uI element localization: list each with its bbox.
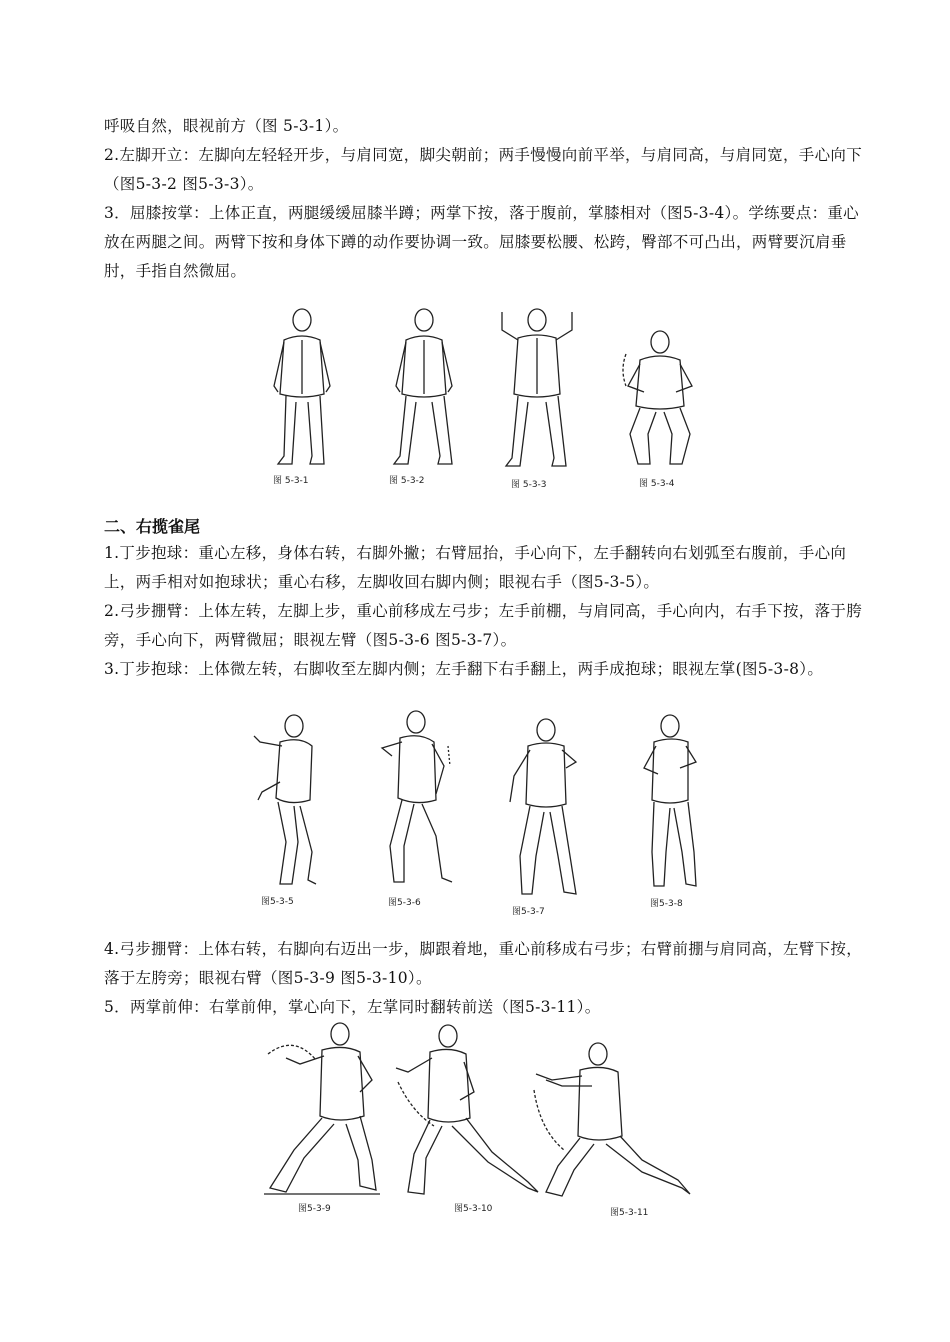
figure-5-3-7: [500, 716, 590, 901]
ball-hold-figure-illustration: [630, 712, 710, 892]
figure-caption: 图 5-3-2: [389, 476, 425, 486]
figure-5-3-6: [372, 706, 462, 891]
palms-forward-illustration: [522, 1040, 694, 1200]
paragraph-ding-step-1: 1.丁步抱球：重心左移，身体右转，右脚外撇；右臂屈抬，手心向下，左手翻转向右划弧至右腹前，手心向上，两手相对如抱球状；重心右移，左脚收回右脚内侧；眼视右手（图5-3-5）。: [104, 544, 847, 591]
paragraph-left-foot-open: 2.左脚开立：左脚向左轻轻开步，与肩同宽，脚尖朝前；两手慢慢向前平举，与肩同高，与肩同宽，手心向下（图5-3-2 图5-3-3）。: [104, 146, 862, 193]
figure-5-3-3: [492, 302, 582, 472]
figure-caption: 图 5-3-4: [639, 479, 675, 489]
paragraph-bow-step-2: 2.弓步掤臂：上体左转，左脚上步，重心前移成左弓步；左手前棚，与肩同高，手心向内，右手下按，落于胯旁，手心向下，两臂微屈；眼视左臂（图5-3-6 图5-3-7）。: [104, 602, 862, 649]
paragraph-palms-forward-5: 5．两掌前伸：右掌前伸，掌心向下，左掌同时翻转前送（图5-3-11）。: [104, 998, 601, 1016]
figure-caption: 图 5-3-3: [511, 480, 547, 490]
figure-5-3-4: [620, 330, 700, 470]
figure-5-3-2: [384, 306, 464, 471]
standing-figure-illustration: [262, 306, 342, 471]
arms-raised-figure-illustration: [492, 302, 582, 472]
figure-5-3-11: [522, 1040, 694, 1200]
ball-hold-figure-illustration: [250, 712, 330, 892]
figure-5-3-8: [630, 712, 710, 892]
figure-caption: 图5-3-8: [650, 899, 683, 909]
bow-stance-figure-illustration: [500, 716, 590, 901]
bow-stance-ward-off-illustration: [264, 1020, 380, 1198]
paragraph-knee-bend: 3．屈膝按掌：上体正直，两腿缓缓屈膝半蹲；两掌下按，落于腹前，掌膝相对（图5-3-4）。学练要点：重心放在两腿之间。两臂下按和身体下蹲的动作要协调一致。屈膝要松腰、松跨，臀部不可凸出，两臂要沉肩垂肘，手指自然微屈。: [104, 204, 859, 280]
figure-5-3-1: [262, 306, 342, 471]
paragraph-bow-step-4: 4.弓步掤臂：上体右转，右脚向右迈出一步，脚跟着地，重心前移成右弓步；右臂前掤与肩同高，左臂下按，落于左胯旁；眼视右臂（图5-3-9 图5-3-10）。: [104, 940, 862, 987]
figure-caption: 图5-3-7: [512, 907, 545, 917]
paragraph-ding-step-3: 3.丁步抱球：上体微左转，右脚收至左脚内侧；左手翻下右手翻上，两手成抱球；眼视左掌(图5-3-8）。: [104, 660, 824, 678]
ward-off-figure-illustration: [372, 706, 462, 891]
figure-caption: 图5-3-5: [261, 897, 294, 907]
figure-5-3-5: [250, 712, 330, 892]
figure-caption: 图 5-3-1: [273, 476, 309, 486]
section-heading: 二、右揽雀尾: [104, 517, 201, 536]
knee-bend-figure-illustration: [620, 330, 700, 470]
figure-5-3-9: [264, 1020, 380, 1198]
figure-caption: 图5-3-11: [610, 1208, 649, 1218]
figure-caption: 图5-3-10: [454, 1204, 493, 1214]
figure-caption: 图5-3-9: [298, 1204, 331, 1214]
standing-figure-illustration: [384, 306, 464, 471]
figure-caption: 图5-3-6: [388, 898, 421, 908]
paragraph-breathing: 呼吸自然，眼视前方（图 5-3-1）。: [104, 117, 349, 135]
